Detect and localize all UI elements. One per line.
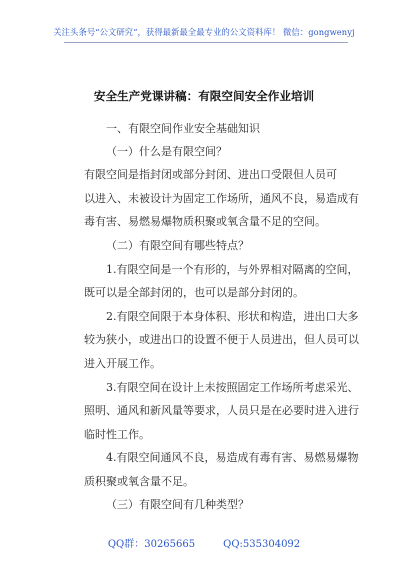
footer-qq-group: QQ群：30265665: [107, 539, 196, 550]
paragraph-line: 较为狭小，或进出口的设置不便于人员进出，但人员可以: [84, 333, 359, 346]
paragraph-line: 有限空间是指封闭或部分封闭、进出口受限但人员可: [84, 168, 337, 181]
paragraph-line: 2.有限空间限于本身体积、形状和构造，进出口大多: [106, 310, 359, 323]
footer-contact: [0, 535, 408, 550]
paragraph-line: 1.有限空间是一个有形的，与外界相对隔离的空间，: [106, 263, 359, 276]
paragraph-line: 质积聚或氧含量不足。: [84, 475, 194, 488]
subsection-heading-1: （一）什么是有限空间？: [106, 145, 227, 158]
paragraph-line: 4.有限空间通风不良，易造成有毒有害、易燃易爆物: [106, 451, 359, 464]
paragraph-line: 照明、通风和新风量等要求，人员只是在必要时进入进行: [84, 404, 359, 417]
section-heading-1: 一、有限空间作业安全基础知识: [106, 122, 260, 135]
paragraph-line: 进入开展工作。: [84, 357, 161, 370]
paragraph-line: 以进入、未被设计为固定工作场所，通风不良，易造成有: [84, 192, 359, 205]
header-banner: 关注头条号“公文研究”，获得最新最全最专业的公文资料库！ 微信：gongwenyj: [53, 27, 355, 37]
paragraph-line: 毒有害、易燃易爆物质积聚或氧含量不足的空间。: [84, 215, 326, 228]
document-title: 安全生产党课讲稿：有限空间安全作业培训: [93, 89, 315, 103]
footer-qq: QQ:535304092: [223, 539, 301, 550]
paragraph-line: 既可以是全部封闭的，也可以是部分封闭的。: [84, 286, 304, 299]
paragraph-line: 3.有限空间在设计上未按照固定工作场所考虑采光、: [106, 381, 359, 394]
subsection-heading-3: （三）有限空间有几种类型？: [106, 498, 249, 511]
paragraph-line: 临时性工作。: [84, 428, 150, 441]
subsection-heading-2: （二）有限空间有哪些特点？: [106, 239, 249, 252]
header-divider: [64, 42, 348, 43]
